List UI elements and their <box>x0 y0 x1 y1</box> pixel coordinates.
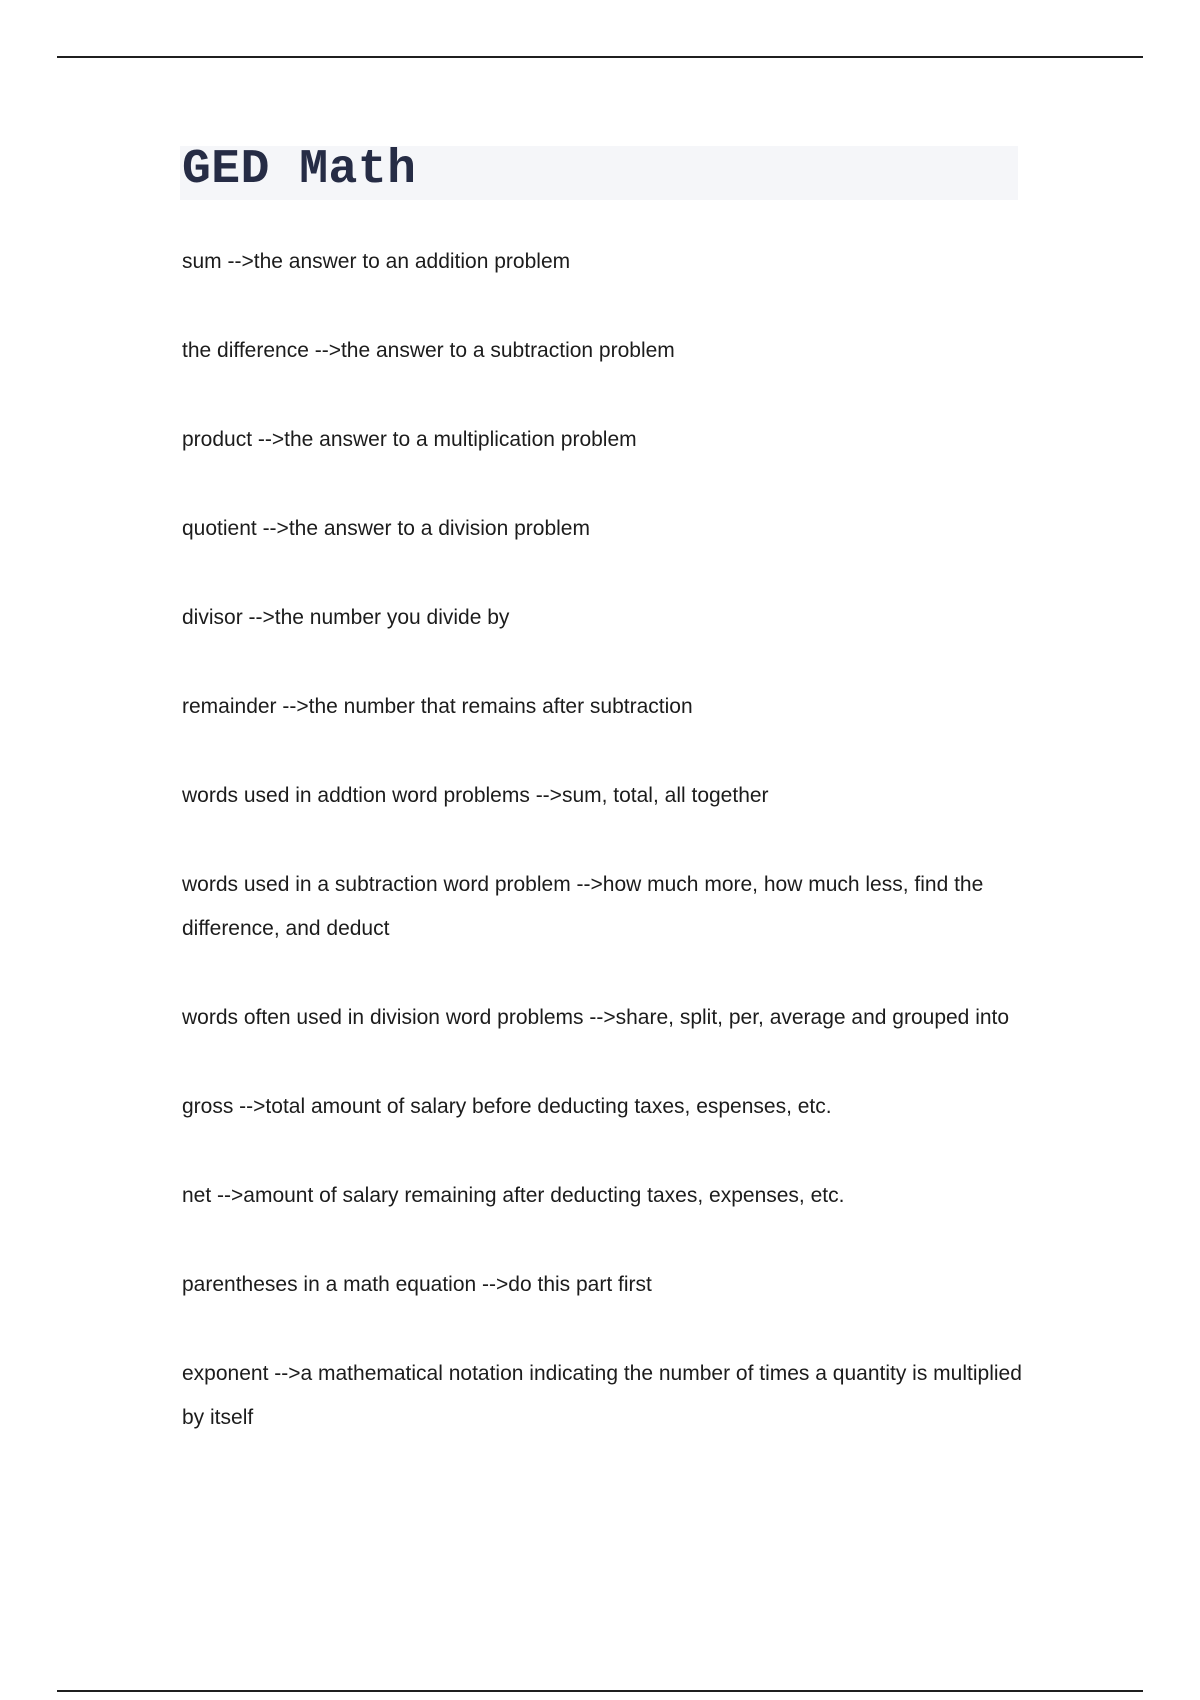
page-title: GED Math <box>182 143 417 197</box>
list-item: words often used in division word problems -->share, split, per, average and grouped into <box>182 1006 1010 1029</box>
list-item: remainder -->the number that remains after subtraction <box>182 695 693 718</box>
list-item: words used in a subtraction word problem -->how much more, how much less, find the difference, and deduct <box>182 873 984 940</box>
flashcard-list <box>182 240 1022 1485</box>
list-item: exponent -->a mathematical notation indicating the number of times a quantity is multiplied by itself <box>182 1362 1022 1429</box>
list-item: sum -->the answer to an addition problem <box>182 250 571 273</box>
footer-divider <box>57 1690 1143 1692</box>
header-divider <box>57 56 1143 58</box>
list-item: net -->amount of salary remaining after deducting taxes, expenses, etc. <box>182 1184 845 1207</box>
list-item: product -->the answer to a multiplication problem <box>182 428 637 451</box>
list-item: the difference -->the answer to a subtraction problem <box>182 339 675 362</box>
list-item: divisor -->the number you divide by <box>182 606 510 629</box>
list-item: parentheses in a math equation -->do this part first <box>182 1273 652 1296</box>
list-item: quotient -->the answer to a division problem <box>182 517 590 540</box>
list-item: gross -->total amount of salary before deducting taxes, espenses, etc. <box>182 1095 832 1118</box>
list-item: words used in addtion word problems -->sum, total, all together <box>182 784 769 807</box>
